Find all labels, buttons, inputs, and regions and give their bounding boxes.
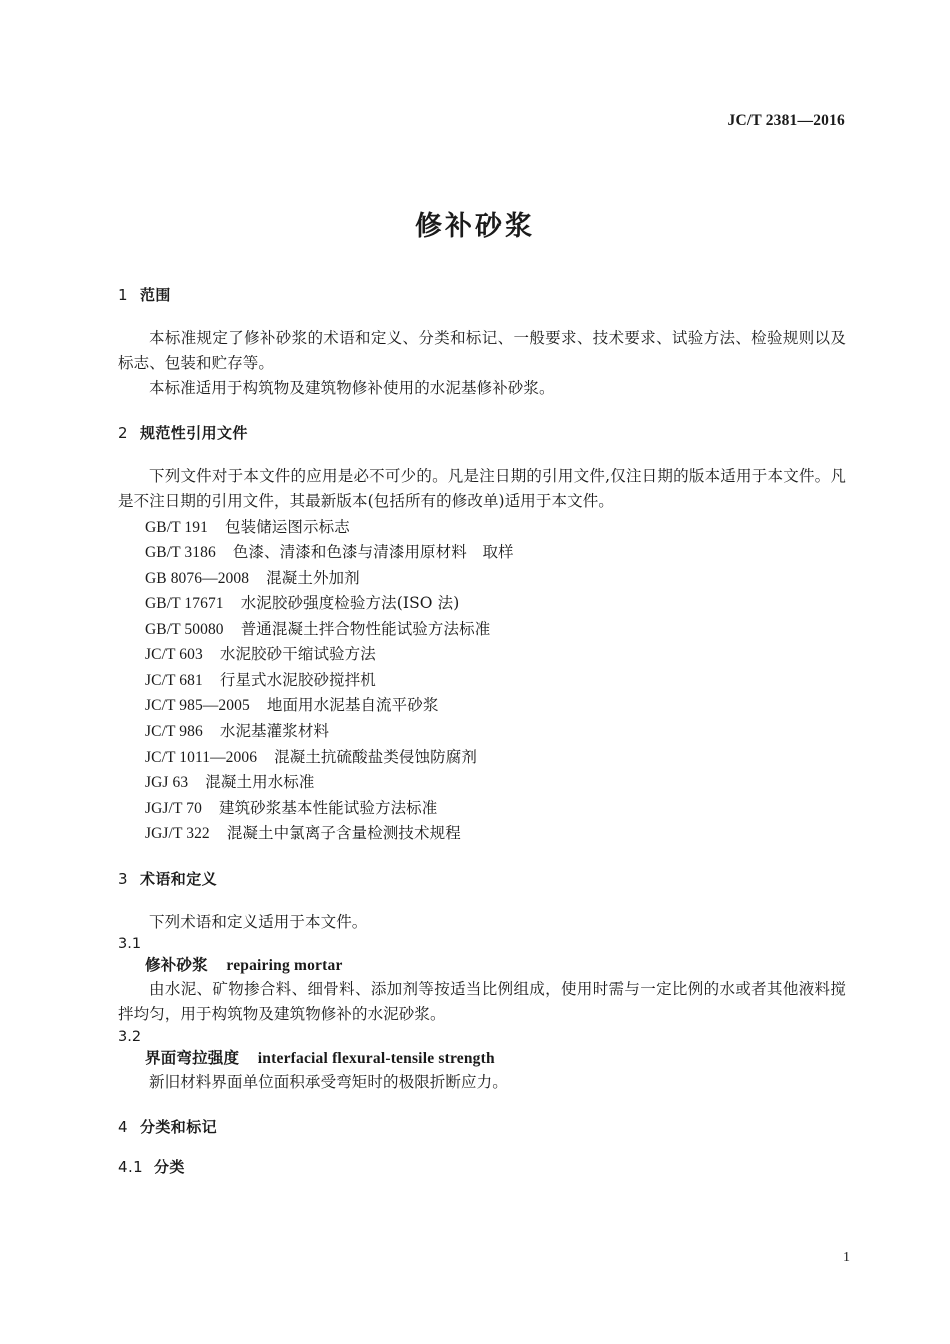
running-header — [728, 112, 845, 130]
clause-heading-3 — [118, 870, 846, 888]
reference-code: JC/T 986 — [145, 723, 203, 741]
reference-code: JC/T 603 — [145, 646, 203, 664]
reference-title: 色漆、清漆和色漆与清漆用原材料 取样 — [232, 543, 514, 562]
reference-title: 混凝土抗硫酸盐类侵蚀防腐剂 — [274, 747, 477, 766]
reference-code: GB/T 3186 — [145, 544, 216, 562]
term-definition-3-1: 由水泥、矿物掺合料、细骨料、添加剂等按适当比例组成，使用时需与一定比例的水或者其他液料搅拌均匀，用于构筑物及建筑物修补的水泥砂浆。 — [118, 980, 846, 1024]
clause-heading-2 — [118, 424, 846, 442]
reference-title: 建筑砂浆基本性能试验方法标准 — [218, 798, 438, 817]
clause-number-4: 4 — [118, 1118, 128, 1137]
term-definition-3-2: 新旧材料界面单位面积承受弯矩时的极限折断应力。 — [149, 1072, 508, 1091]
clause-title-4: 分类和标记 — [140, 1118, 218, 1137]
page-number: 1 — [843, 1250, 850, 1265]
list-item — [145, 796, 846, 822]
reference-title: 混凝土中氯离子含量检测技术规程 — [226, 824, 461, 843]
reference-title: 水泥胶砂干缩试验方法 — [219, 645, 376, 664]
document-body — [118, 286, 846, 1176]
term-en-3-2: interfacial flexural-tensile strength — [257, 1049, 495, 1067]
reference-title: 行星式水泥胶砂搅拌机 — [219, 670, 376, 689]
list-item — [145, 693, 846, 719]
reference-code: JC/T 681 — [145, 671, 203, 689]
normative-references-list — [118, 515, 846, 847]
clause-number-2: 2 — [118, 424, 128, 443]
list-item — [145, 719, 846, 745]
clause-1-paragraph-2: 本标准适用于构筑物及建筑物修补使用的水泥基修补砂浆。 — [149, 379, 555, 398]
reference-code: JGJ 63 — [145, 774, 189, 792]
reference-title: 混凝土用水标准 — [205, 773, 315, 792]
reference-title: 水泥基灌浆材料 — [219, 722, 330, 741]
list-item — [145, 591, 846, 617]
clause-number-1: 1 — [118, 286, 128, 304]
reference-code: JGJ/T 70 — [145, 799, 202, 817]
clause-title-3: 术语和定义 — [140, 869, 218, 888]
subclause-heading-4-1 — [118, 1158, 846, 1176]
document-title: 修补砂浆 — [415, 211, 535, 242]
term-en-3-1: repairing mortar — [226, 957, 343, 975]
term-number-3-2: 3.2 — [118, 1028, 142, 1045]
list-item — [145, 642, 846, 668]
term-zh-3-2: 界面弯拉强度 — [145, 1047, 240, 1067]
reference-title: 混凝土外加剂 — [266, 568, 360, 587]
reference-title: 包装储运图示标志 — [225, 517, 350, 536]
clause-3-paragraph-1: 下列术语和定义适用于本文件。 — [149, 912, 368, 931]
list-item — [145, 566, 846, 592]
clause-heading-4 — [118, 1118, 846, 1136]
reference-title: 地面用水泥基自流平砂浆 — [266, 696, 439, 715]
reference-code: GB/T 191 — [145, 518, 208, 536]
standard-designation: JC/T 2381—2016 — [727, 112, 845, 129]
subclause-title-4-1: 分类 — [154, 1158, 185, 1177]
reference-code: JC/T 1011—2006 — [145, 748, 258, 766]
subclause-number-4-1: 4.1 — [118, 1158, 144, 1177]
list-item — [145, 745, 846, 771]
reference-title: 普通混凝土拌合物性能试验方法标准 — [240, 619, 491, 638]
reference-code: GB/T 50080 — [145, 620, 224, 638]
list-item — [145, 668, 846, 694]
clause-number-3: 3 — [118, 869, 128, 888]
list-item — [145, 821, 846, 847]
list-item — [145, 540, 846, 566]
term-number-3-1: 3.1 — [118, 935, 142, 952]
reference-code: JGJ/T 322 — [145, 825, 210, 843]
clause-2-paragraph-1: 下列文件对于本文件的应用是必不可少的。凡是注日期的引用文件,仅注日期的版本适用于本文件。凡是不注日期的引用文件，其最新版本(包括所有的修改单)适用于本文件。 — [118, 467, 846, 511]
reference-code: JC/T 985—2005 — [145, 697, 250, 715]
list-item — [145, 515, 846, 541]
clause-title-1: 范围 — [140, 286, 171, 304]
reference-code: GB/T 17671 — [145, 595, 224, 613]
list-item — [145, 617, 846, 643]
list-item — [145, 770, 846, 796]
clause-heading-1 — [118, 286, 846, 304]
clause-1-paragraph-1: 本标准规定了修补砂浆的术语和定义、分类和标记、一般要求、技术要求、试验方法、检验规则以及标志、包装和贮存等。 — [118, 329, 846, 373]
term-heading-3-1 — [118, 953, 846, 977]
reference-code: GB 8076—2008 — [145, 569, 250, 587]
clause-title-2: 规范性引用文件 — [140, 424, 248, 443]
term-heading-3-2 — [118, 1046, 846, 1070]
term-zh-3-1: 修补砂浆 — [145, 955, 208, 975]
reference-title: 水泥胶砂强度检验方法(ISO 法) — [240, 594, 460, 613]
